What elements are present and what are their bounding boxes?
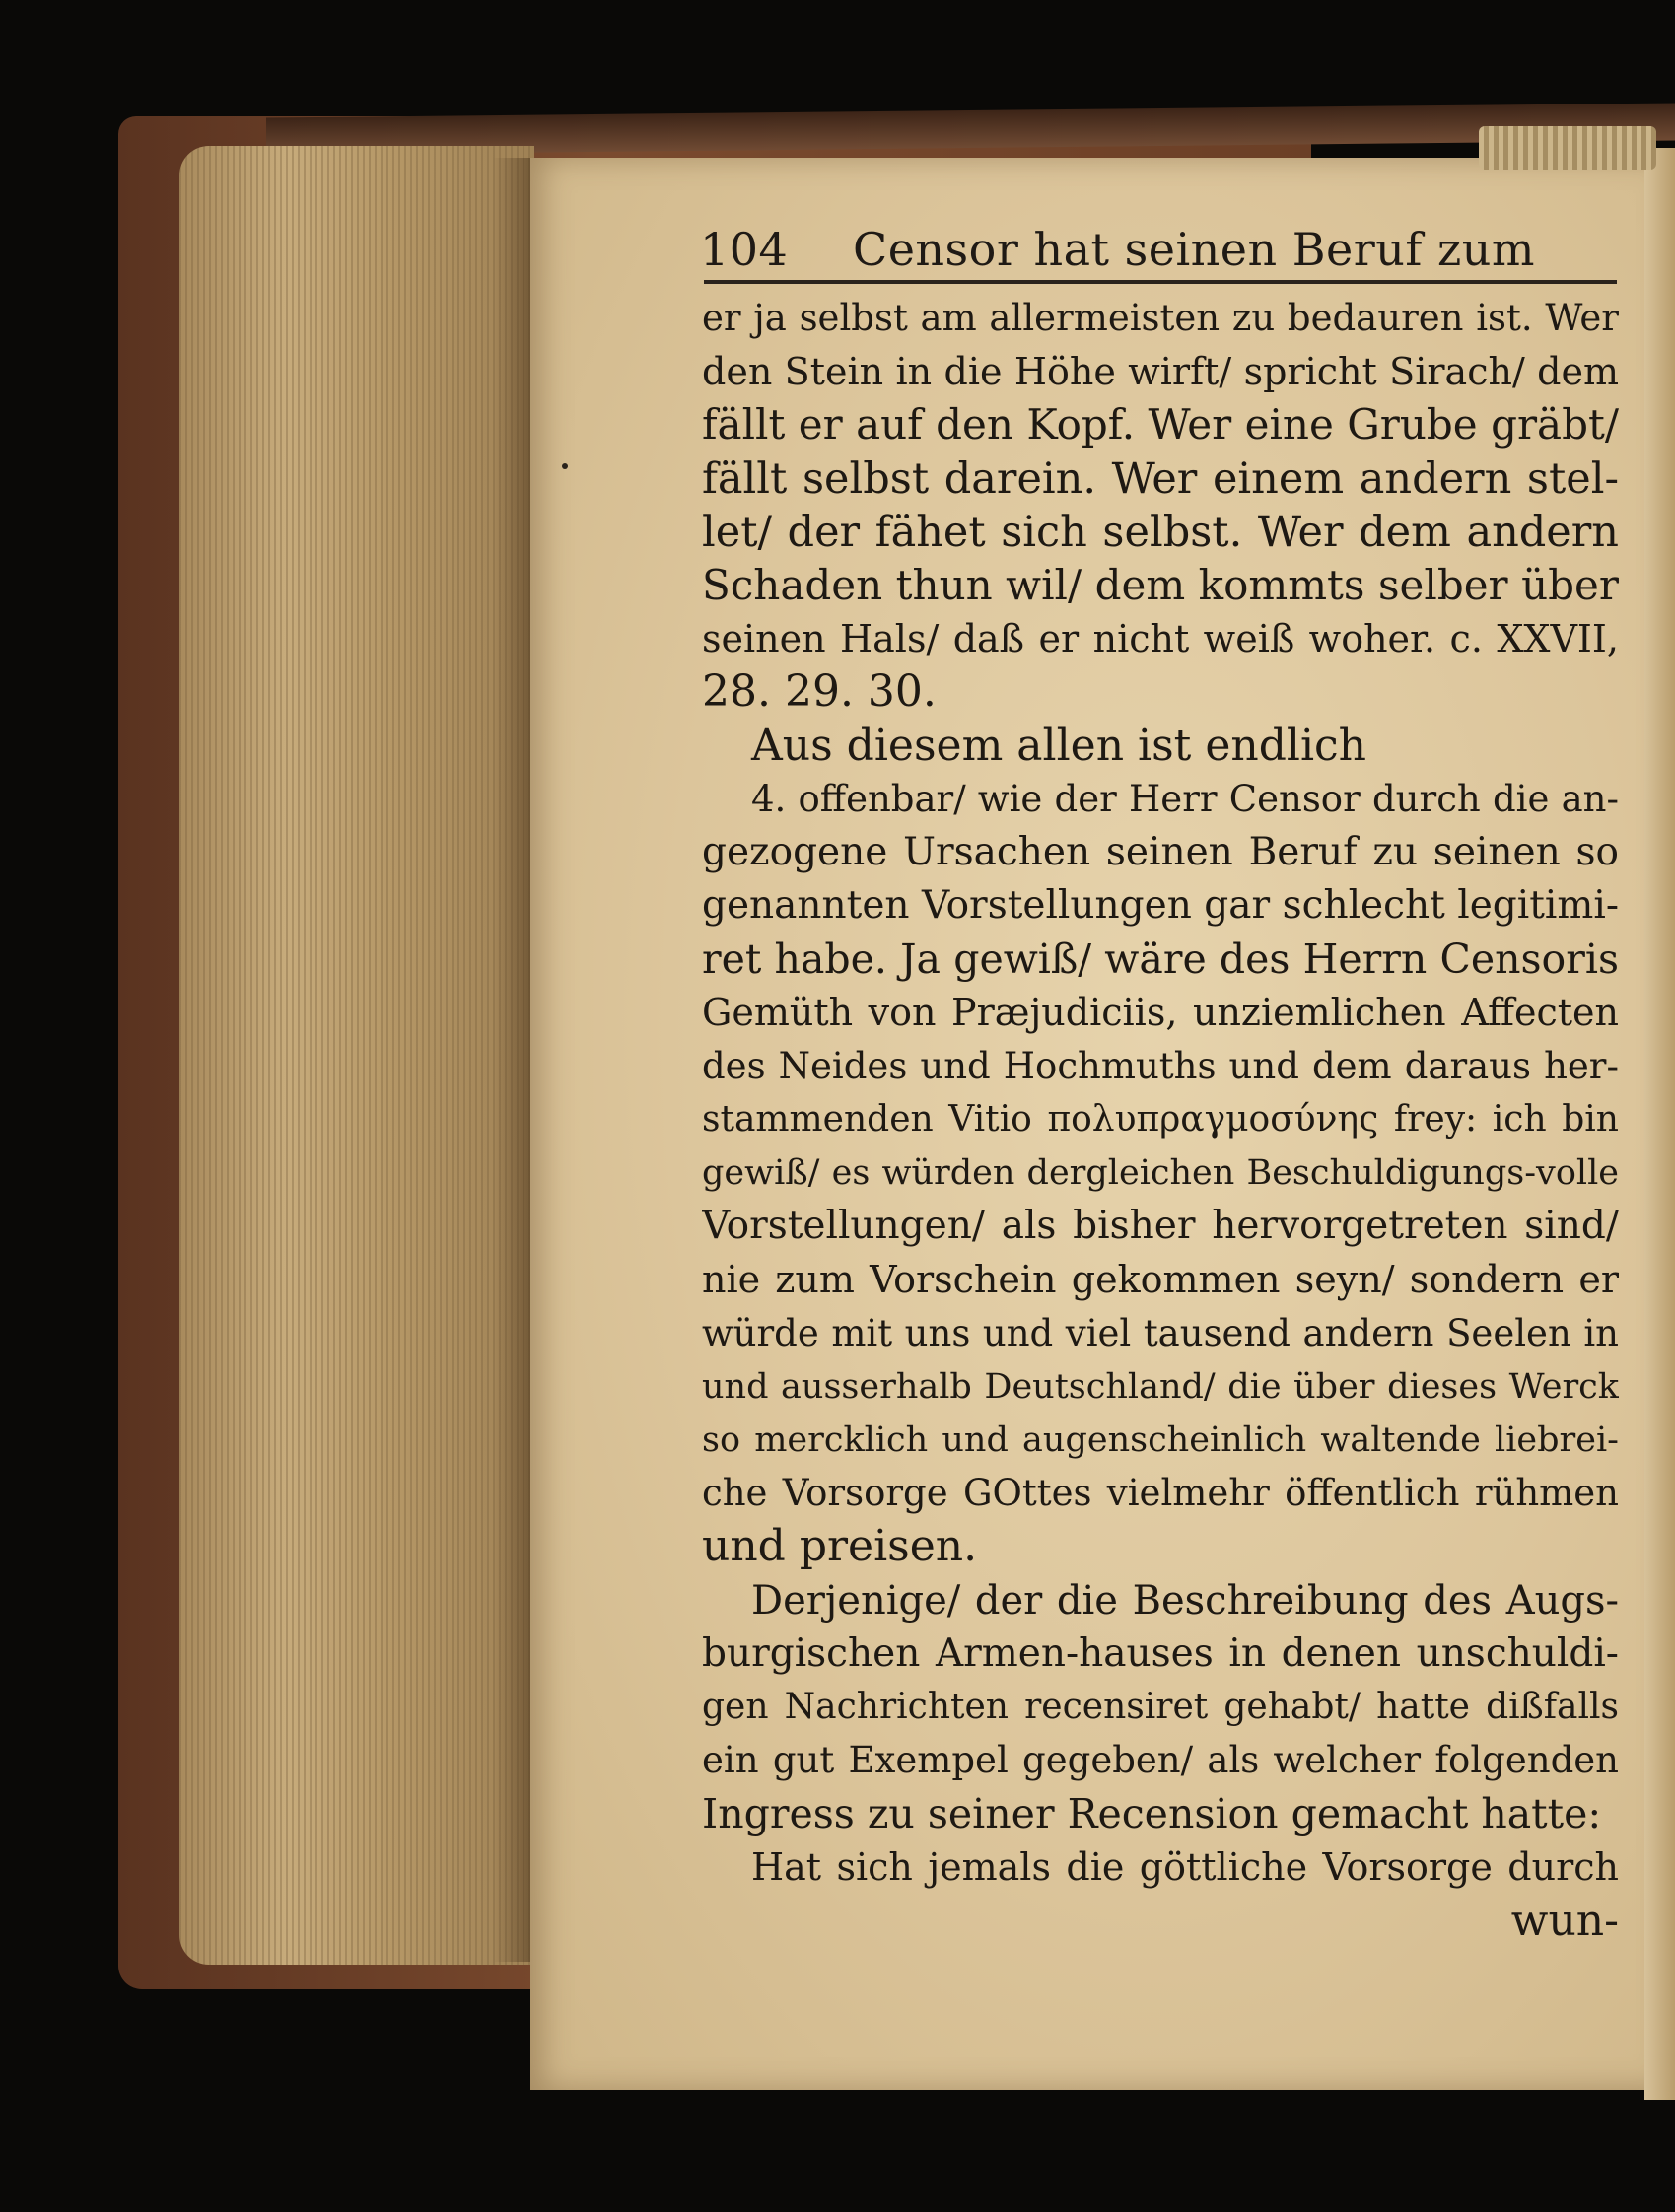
text-line: Schaden thun wil/ dem kommts selber über [702,560,1619,609]
header-rule [704,280,1617,284]
text-line: er ja selbst am allermeisten zu bedauren ist. Wer [702,297,1619,339]
text-line: des Neides und Hochmuths und dem daraus her- [702,1044,1619,1087]
text-line: 4. offenbar/ wie der Herr Censor durch die an- [751,777,1619,820]
text-line: ret habe. Ja gewiß/ wäre des Herrn Censoris [702,935,1619,984]
text-line: 28. 29. 30. [702,666,937,718]
text-line: Derjenige/ der die Beschreibung des Augs- [751,1577,1619,1624]
text-line: nie zum Vorschein gekommen seyn/ sondern er [702,1258,1619,1302]
text-line: fällt er auf den Kopf. Wer eine Grube gräbt/ [702,400,1619,449]
text-line: seinen Hals/ daß er nicht weiß woher. c. XXVII, [702,617,1619,661]
text-line: Aus diesem allen ist endlich [751,720,1367,771]
margin-mark [562,463,568,469]
text-line: den Stein in die Höhe wirft/ spricht Sirach/ dem [702,350,1619,394]
text-line: gezogene Ursachen seinen Beruf zu seinen so [702,829,1619,874]
text-line: burgischen Armen-hauses in denen unschuldi- [702,1630,1619,1676]
page-fore-edge-block [179,146,534,1965]
text-line: und ausserhalb Deutschland/ die über dieses Werck [702,1366,1619,1407]
text-line: Hat sich jemals die göttliche Vorsorge durch [751,1845,1619,1890]
text-line: so mercklich und augenscheinlich waltende liebrei- [702,1419,1619,1460]
text-line: würde mit uns und viel tausend andern Seelen in [702,1311,1619,1354]
text-line: gen Nachrichten recensiret gehabt/ hatte dißfalls [702,1686,1619,1727]
text-line: fällt selbst darein. Wer einem andern stel- [702,453,1619,504]
page-number: 104 [700,223,789,276]
catchword: wun- [1510,1895,1619,1946]
text-line: stammenden Vitio πολυπραγμοσύνης frey: ich bin [702,1098,1619,1140]
text-line: gewiß/ es würden dergleichen Beschuldigungs-volle [702,1153,1619,1193]
running-head [700,223,1637,282]
text-line: und preisen. [702,1521,978,1572]
text-line: genannten Vorstellungen gar schlecht legitimi- [702,883,1619,929]
text-line: let/ der fähet sich selbst. Wer dem andern [702,507,1619,557]
text-line: Gemüth von Præjudiciis, unziemlichen Affecten [702,991,1619,1035]
body-text [702,292,1619,1948]
text-line: Ingress zu seiner Recension gemacht hatte: [702,1790,1602,1838]
text-line: ein gut Exempel gegeben/ als welcher folgenden [702,1739,1619,1782]
text-line: Vorstellungen/ als bisher hervorgetreten sind/ [702,1204,1619,1249]
headband [1479,126,1656,170]
facing-page-edge [1644,148,1675,2100]
text-line: che Vorsorge GOttes vielmehr öffentlich rühmen [702,1472,1619,1515]
running-head-title: Censor hat seinen Beruf zum [853,223,1536,276]
